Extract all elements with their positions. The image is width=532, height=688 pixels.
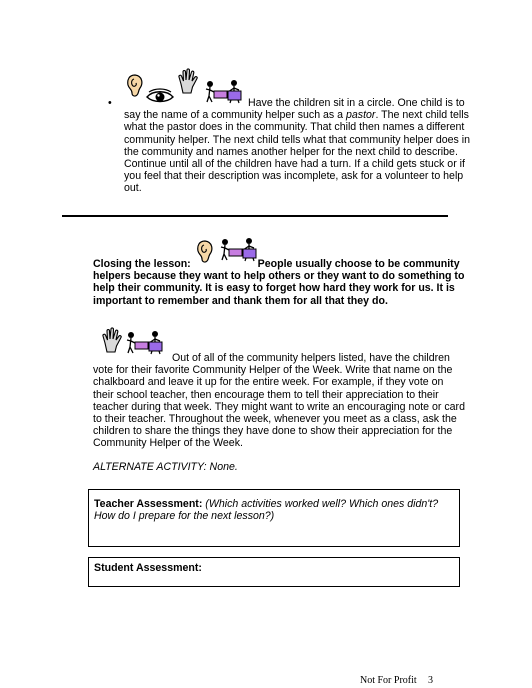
student-assessment-box[interactable] xyxy=(88,557,460,587)
teacher-assessment-box[interactable] xyxy=(88,489,460,547)
hand-icon xyxy=(101,327,123,353)
activity-text-emphasis: pastor xyxy=(346,109,376,122)
teacher-assessment-content xyxy=(94,498,454,522)
teacher-assessment-label: Teacher Assessment: xyxy=(94,498,203,510)
closing-label: Closing the lesson: xyxy=(93,258,191,270)
vote-paragraph xyxy=(93,352,465,450)
bullet: • xyxy=(108,97,112,109)
alternate-activity: ALTERNATE ACTIVITY: None. xyxy=(93,461,238,473)
vote-text: Out of all of the community helpers listed, have the children vote for their favorite Community Helper of the Week. Write that name on the chalkboard and leave it up for the entire week. For example, if they vote on their school teacher, then encourage them to tell their appreciation to their teacher during that week. They might want to write an encouraging note or card to their teacher. Throughout the week, whenever you meet as a class, ask the children to share the things they have done to show their appreciation for the Community Helper of the Week. xyxy=(93,352,465,450)
ear-icon xyxy=(126,74,144,98)
teacher-assessment-prompt: (Which activities worked well? Which ones didn't? How do I prepare for the next lesson?) xyxy=(94,498,439,523)
hand-icon xyxy=(177,68,199,94)
closing-text: People usually choose to be community helpers because they want to help others or they want to do something to help their community. It is easy to forget how hard they work for us. It is important to remember and thank them for all that they do. xyxy=(93,258,465,307)
activity-text-pre: Have the children sit in a circle. One child is to say the name of a community helper such as a xyxy=(124,97,465,122)
activity-paragraph xyxy=(124,97,474,195)
section-divider xyxy=(62,215,448,217)
page-number: 3 xyxy=(428,675,433,686)
closing-paragraph xyxy=(93,258,465,307)
footer-text: Not For Profit xyxy=(360,675,417,686)
activity-text-post: . The next child tells what the pastor does in the community. That child then names a different community helper. The next child tells what that community helper does in the community and names another helper for the next child to describe. Continue until all of the children have had a turn. If a child gets stuck or if you feel that their description was incomplete, ask for a volunteer to help out. xyxy=(124,109,471,195)
student-assessment-label: Student Assessment: xyxy=(94,562,202,574)
